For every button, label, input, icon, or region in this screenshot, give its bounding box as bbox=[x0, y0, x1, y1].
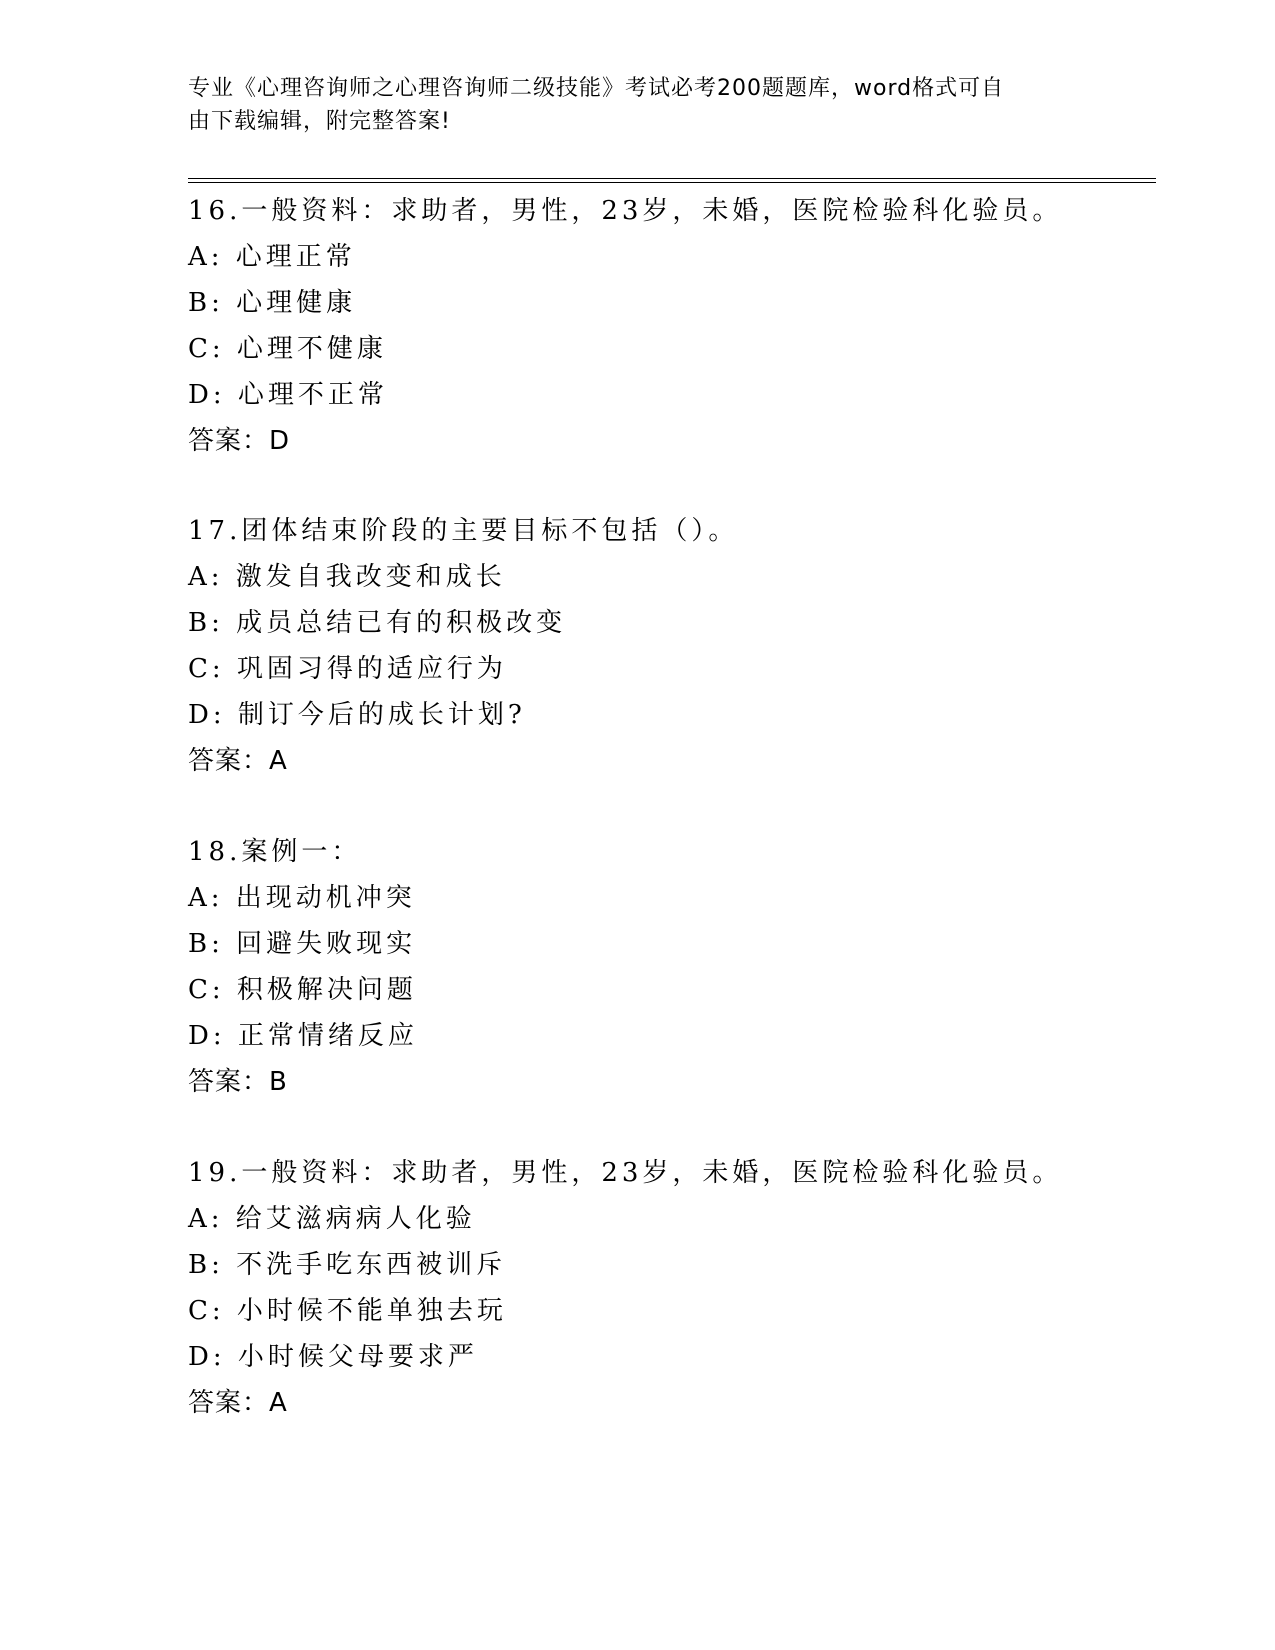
option-b: B: 不洗手吃东西被训斥 bbox=[188, 1250, 507, 1280]
header-rule-bottom bbox=[188, 182, 1156, 183]
question-stem: 17.团体结束阶段的主要目标不包括（）。 bbox=[188, 516, 739, 546]
question-stem: 16.一般资料：求助者，男性，23岁，未婚，医院检验科化验员。 bbox=[188, 196, 1063, 226]
option-d: D: 心理不正常 bbox=[188, 380, 388, 410]
question-19 bbox=[188, 1150, 1148, 1426]
option-c: C: 积极解决问题 bbox=[188, 975, 417, 1005]
question-17 bbox=[188, 508, 1148, 784]
option-d: D: 正常情绪反应 bbox=[188, 1021, 418, 1051]
option-a: A: 给艾滋病病人化验 bbox=[188, 1204, 476, 1234]
option-c: C: 巩固习得的适应行为 bbox=[188, 654, 507, 684]
question-stem: 18.案例一： bbox=[188, 837, 362, 867]
header-rule-top bbox=[188, 178, 1156, 179]
option-a: A: 心理正常 bbox=[188, 242, 356, 272]
option-a: A: 激发自我改变和成长 bbox=[188, 562, 506, 592]
option-c: C: 心理不健康 bbox=[188, 334, 387, 364]
question-18 bbox=[188, 829, 1148, 1105]
option-b: B: 回避失败现实 bbox=[188, 929, 417, 959]
header-line-1: 专业《心理咨询师之心理咨询师二级技能》考试必考200题题库，word格式可自 bbox=[188, 76, 1005, 101]
option-d: D: 小时候父母要求严 bbox=[188, 1342, 478, 1372]
document-header bbox=[188, 72, 1088, 138]
option-c: C: 小时候不能单独去玩 bbox=[188, 1296, 507, 1326]
answer: 答案：A bbox=[188, 746, 288, 776]
answer: 答案：B bbox=[188, 1067, 288, 1097]
question-16 bbox=[188, 188, 1148, 464]
option-a: A: 出现动机冲突 bbox=[188, 883, 416, 913]
option-d: D: 制订今后的成长计划? bbox=[188, 700, 526, 730]
option-b: B: 成员总结已有的积极改变 bbox=[188, 608, 567, 638]
option-b: B: 心理健康 bbox=[188, 288, 357, 318]
answer: 答案：A bbox=[188, 1388, 288, 1418]
question-stem: 19.一般资料：求助者，男性，23岁，未婚，医院检验科化验员。 bbox=[188, 1158, 1063, 1188]
header-line-2: 由下载编辑，附完整答案! bbox=[188, 109, 451, 134]
answer: 答案：D bbox=[188, 426, 291, 456]
